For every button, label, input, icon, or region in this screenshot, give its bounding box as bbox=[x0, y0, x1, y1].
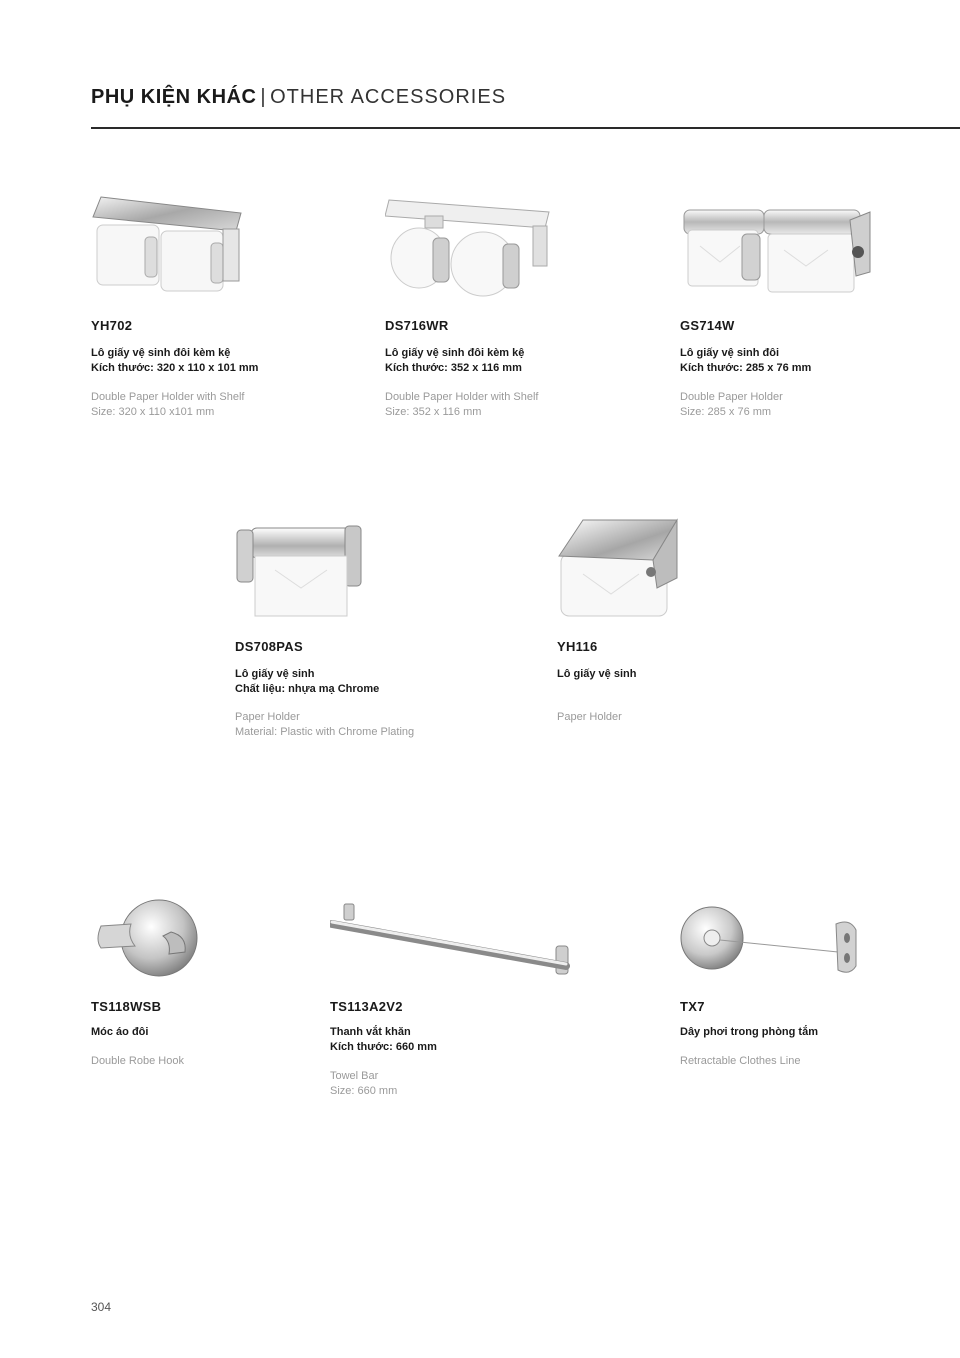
en-description-line1: Double Paper Holder bbox=[680, 391, 783, 403]
vi-description-line1: Lô giấy vệ sinh đôi bbox=[680, 347, 780, 359]
towel-bar-image bbox=[330, 902, 574, 980]
en-description-line1: Retractable Clothes Line bbox=[680, 1055, 801, 1067]
page-title-en: OTHER ACCESSORIES bbox=[270, 86, 507, 108]
vi-description-line1: Lô giấy vệ sinh bbox=[235, 668, 315, 680]
vi-description-line1: Lô giấy vệ sinh đôi kèm kệ bbox=[385, 347, 525, 359]
double-robe-hook-image bbox=[91, 896, 203, 980]
en-description-line1: Double Robe Hook bbox=[91, 1055, 184, 1067]
en-description-line1: Towel Bar bbox=[330, 1070, 379, 1082]
product-code: DS708PAS bbox=[235, 639, 303, 654]
paper-holder-image bbox=[557, 516, 681, 620]
en-description-line2: Size: 660 mm bbox=[330, 1085, 398, 1097]
vi-description-line2: Kích thước: 660 mm bbox=[330, 1041, 437, 1053]
en-description-line1: Paper Holder bbox=[235, 711, 300, 723]
retractable-clothes-line-image bbox=[680, 904, 864, 980]
vi-description-line1: Dây phơi trong phòng tắm bbox=[680, 1026, 818, 1038]
product-code: TX7 bbox=[680, 999, 705, 1014]
page-title-vi: PHỤ KIỆN KHÁC bbox=[91, 86, 257, 108]
title-separator: | bbox=[260, 86, 267, 108]
product-code: YH116 bbox=[557, 639, 598, 654]
page-header bbox=[91, 86, 506, 109]
product-code: TS113A2V2 bbox=[330, 999, 403, 1014]
vi-description-line2: Kích thước: 320 x 110 x 101 mm bbox=[91, 362, 259, 374]
vi-description-line1: Móc áo đôi bbox=[91, 1026, 149, 1038]
vi-description-line2: Chất liệu: nhựa mạ Chrome bbox=[235, 683, 380, 695]
product-code: GS714W bbox=[680, 318, 735, 333]
double-paper-holder-shelf-image bbox=[385, 198, 551, 300]
en-description-line2: Size: 285 x 76 mm bbox=[680, 406, 772, 418]
product-code: TS118WSB bbox=[91, 999, 162, 1014]
vi-description-line1: Lô giấy vệ sinh đôi kèm kệ bbox=[91, 347, 231, 359]
en-description-line1: Double Paper Holder with Shelf bbox=[91, 391, 245, 403]
en-description-line1: Double Paper Holder with Shelf bbox=[385, 391, 539, 403]
product-code: DS716WR bbox=[385, 318, 449, 333]
product-code: YH702 bbox=[91, 318, 133, 333]
double-paper-holder-image bbox=[680, 206, 872, 298]
vi-description-line2: Kích thước: 352 x 116 mm bbox=[385, 362, 522, 374]
en-description-line1: Paper Holder bbox=[557, 711, 622, 723]
en-description-line2: Material: Plastic with Chrome Plating bbox=[235, 726, 415, 738]
vi-description-line2: Kích thước: 285 x 76 mm bbox=[680, 362, 812, 374]
en-description-line2: Size: 320 x 110 x101 mm bbox=[91, 406, 215, 418]
paper-holder-chrome-image bbox=[235, 516, 365, 620]
vi-description-line1: Thanh vắt khăn bbox=[330, 1026, 411, 1038]
en-description-line2: Size: 352 x 116 mm bbox=[385, 406, 482, 418]
page-number: 304 bbox=[91, 1300, 112, 1314]
header-divider bbox=[91, 127, 960, 129]
vi-description-line1: Lô giấy vệ sinh bbox=[557, 668, 637, 680]
double-paper-holder-shelf-image bbox=[91, 195, 243, 300]
